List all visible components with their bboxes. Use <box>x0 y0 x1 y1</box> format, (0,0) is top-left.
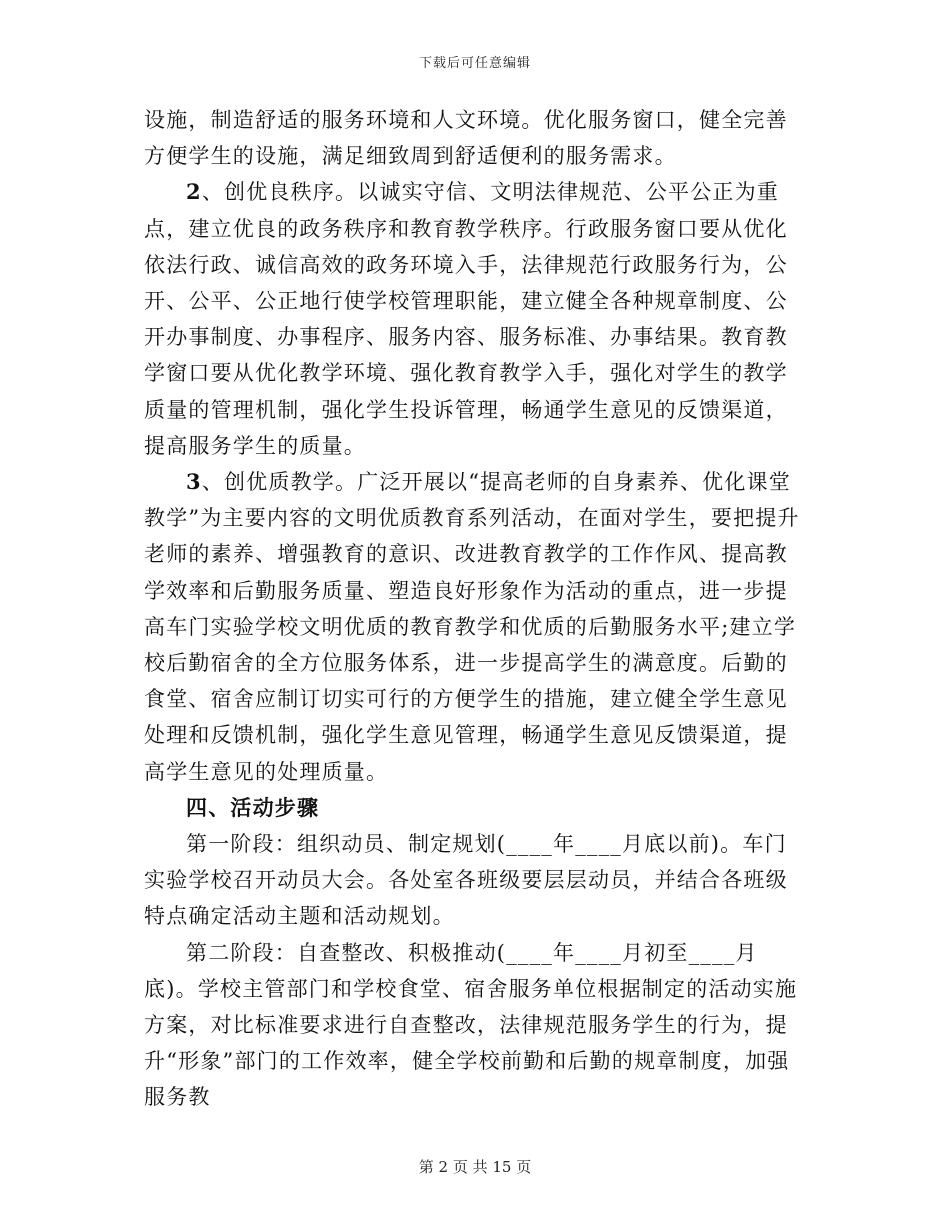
page-footer: 第 2 页 共 15 页 <box>418 1158 532 1176</box>
item-number: 3 <box>186 469 202 495</box>
document-body <box>144 102 806 1116</box>
paragraph-text: 、创优质教学。广泛开展以“提高老师的自身素养、优化课堂教学”为主要内容的文明优质教育系列活动，在面对学生，要把提升老师的素养、增强教育的意识、改进教育教学的工作作风、提高教学效率和后勤服务质量、塑造良好形象作为活动的重点，进一步提高车门实验学校文明优质的教育教学和优质的后勤服务水平;建立学校后勤宿舍的全方位服务体系，进一步提高学生的满意度。后勤的食堂、宿舍应制订切实可行的方便学生的措施，建立健全学生意见处理和反馈机制，强化学生意见管理，畅通学生意见反馈渠道，提高学生意见的处理质量。 <box>144 470 800 784</box>
paragraph-text: 、创优良秩序。以诚实守信、文明法律规范、公平公正为重点，建立优良的政务秩序和教育教学秩序。行政服务窗口要从优化依法行政、诚信高效的政务环境入手，法律规范行政服务行为，公开、公平、公正地行使学校管理职能，建立健全各种规章制度、公开办事制度、办事程序、服务内容、服务标准、办事结果。教育教学窗口要从优化教学环境、强化教育教学入手，强化对学生的教学质量的管理机制，强化学生投诉管理，畅通学生意见的反馈渠道，提高服务学生的质量。 <box>144 180 788 458</box>
paragraph-stage-1: 第一阶段：组织动员、制定规划(____年____月底以前)。车门实验学校召开动员大会。各处室各班级要层层动员，并结合各班级特点确定活动主题和活动规划。 <box>144 832 788 929</box>
paragraph-stage-2: 第二阶段：自查整改、积极推动(____年____月初至____月底)。学校主管部门和学校食堂、宿舍服务单位根据制定的活动实施方案，对比标准要求进行自查整改，法律规范服务学生的行为，提升“形象”部门的工作效率，健全学校前勤和后勤的规章制度，加强服务教 <box>144 940 798 1110</box>
paragraph-continuation: 设施，制造舒适的服务环境和人文环境。优化服务窗口，健全完善方便学生的设施，满足细致周到舒适便利的服务需求。 <box>144 108 788 169</box>
item-number: 2 <box>186 179 202 205</box>
paragraph-item-2 <box>144 174 806 464</box>
section-heading: 四、活动步骤 <box>186 794 320 820</box>
page-header: 下载后可任意编辑 <box>418 56 531 71</box>
paragraph-item-3 <box>144 464 806 790</box>
